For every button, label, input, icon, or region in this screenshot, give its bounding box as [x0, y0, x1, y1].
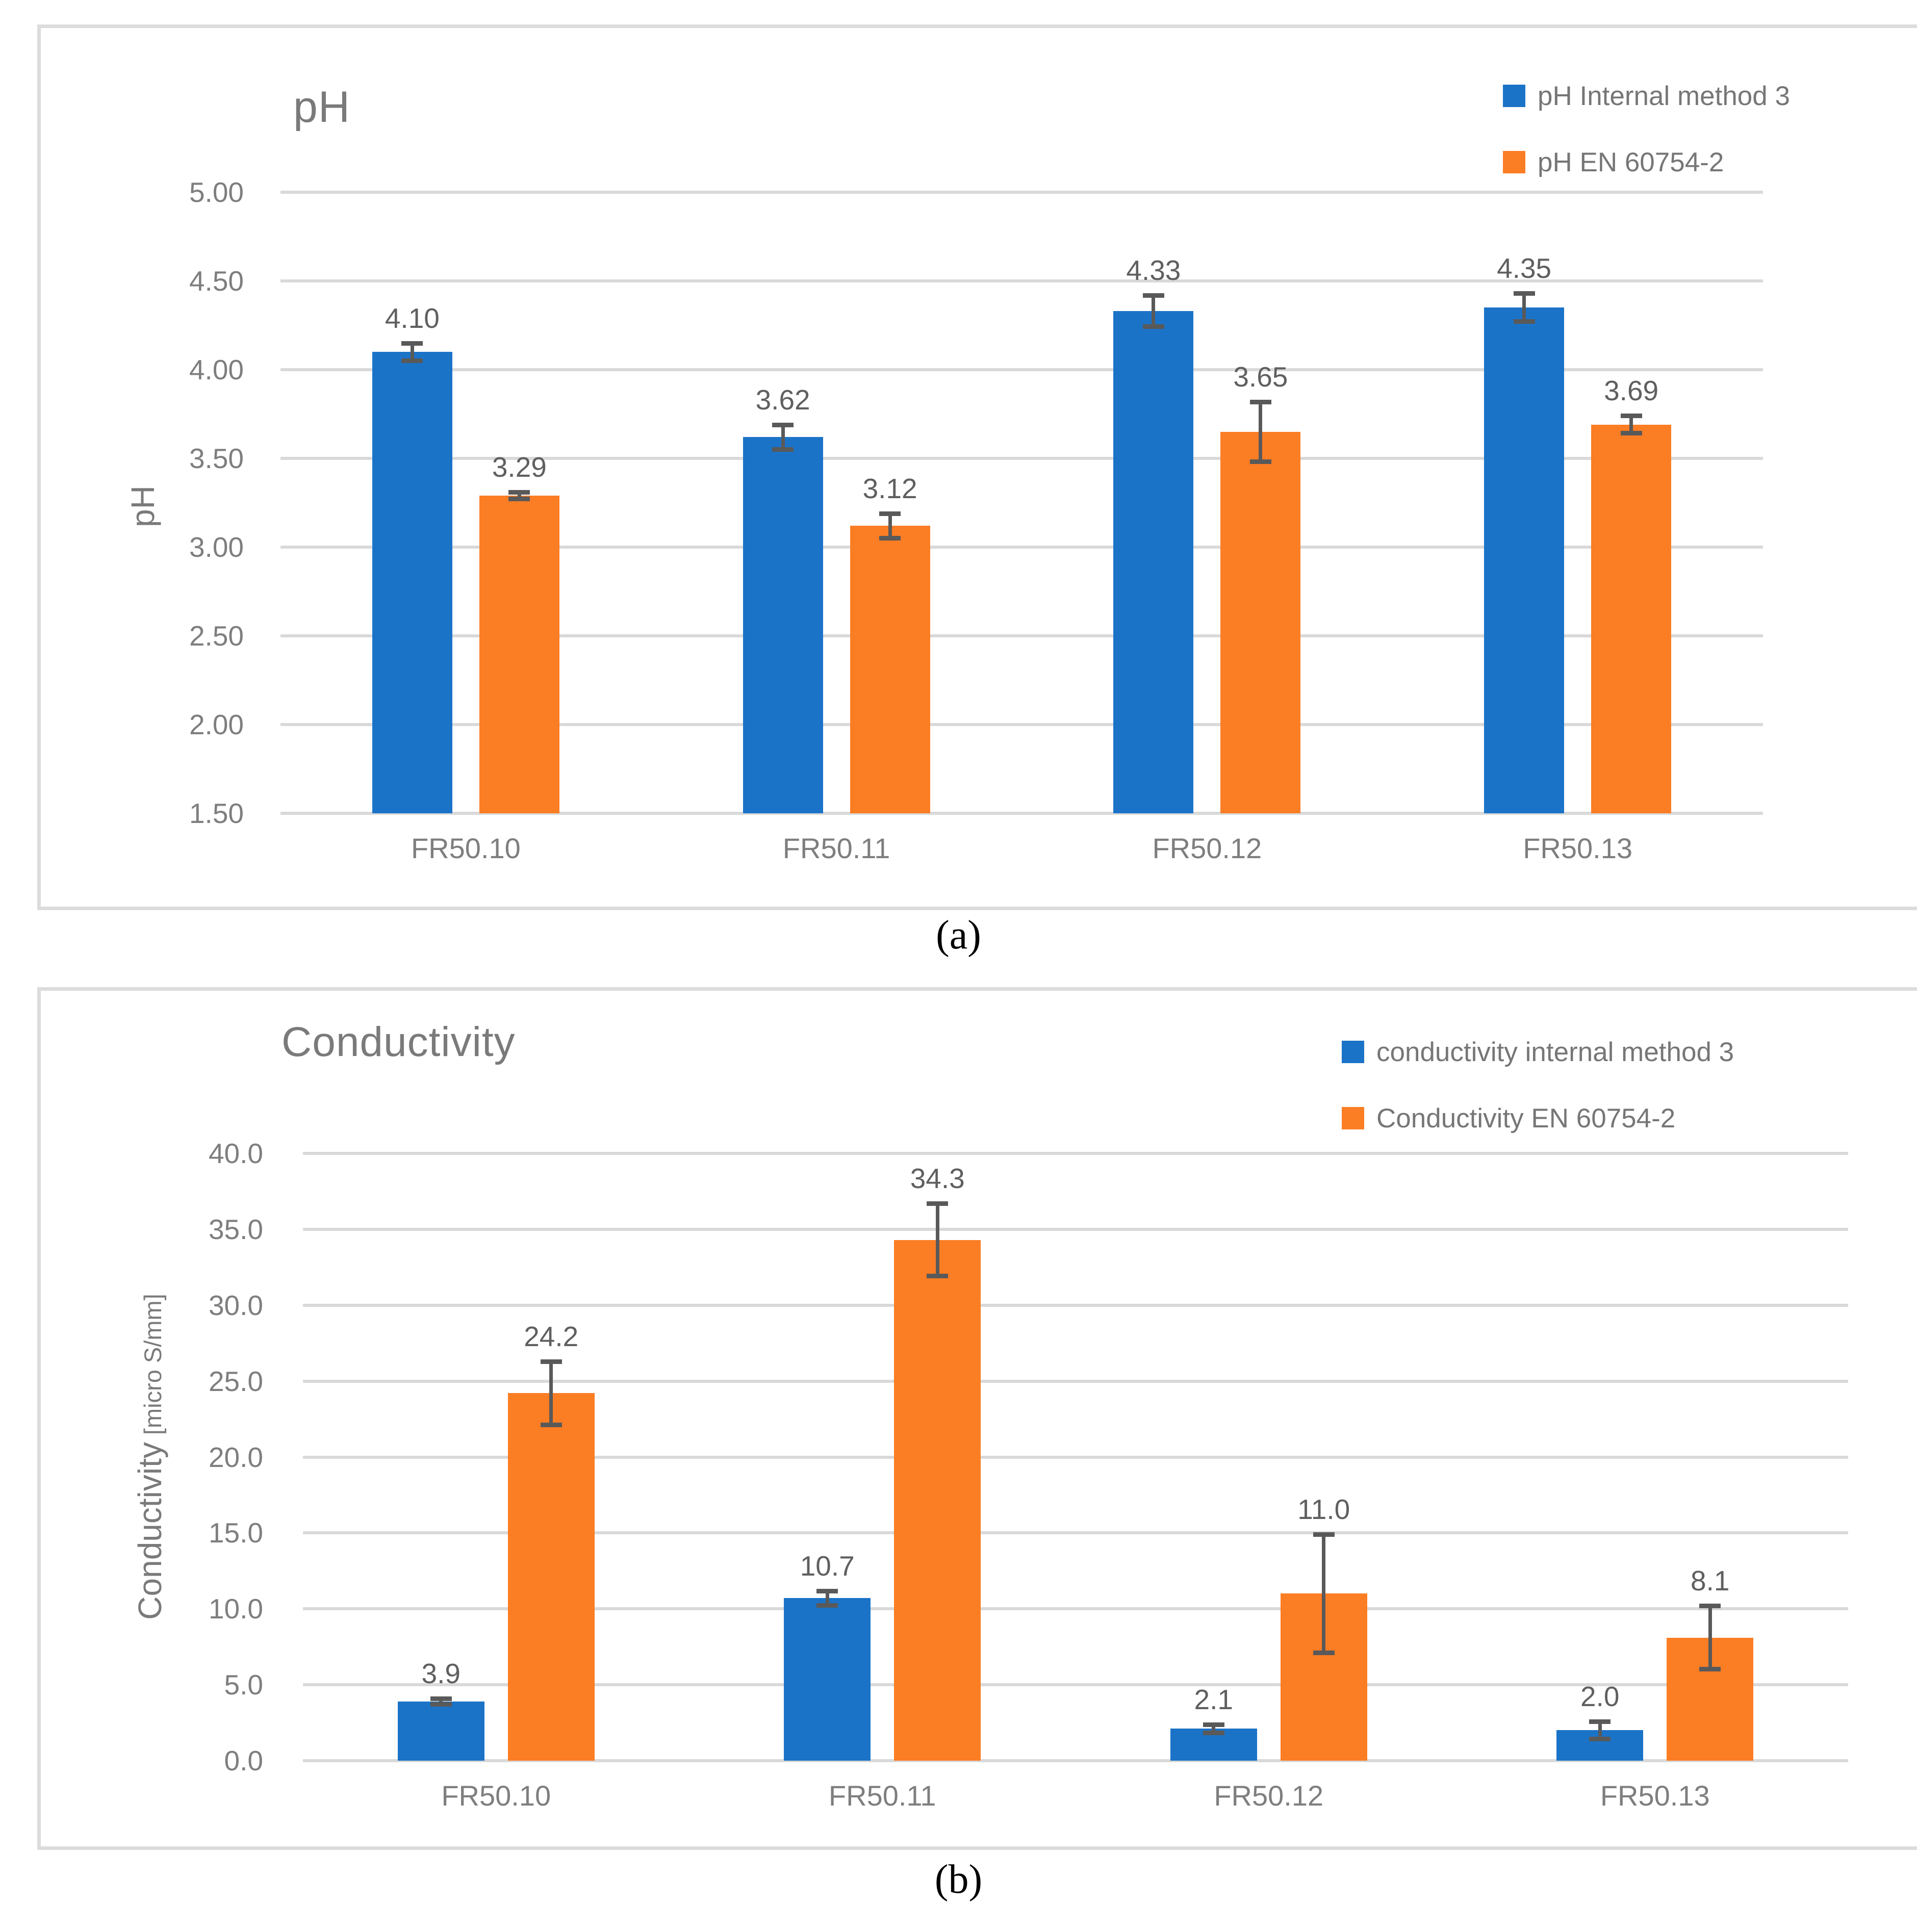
- x-category-label: FR50.10: [441, 1780, 551, 1812]
- error-bar-cap-bottom: [430, 1702, 452, 1707]
- y-tick-label: 2.00: [189, 709, 244, 740]
- error-bar-cap-bottom: [1143, 324, 1164, 329]
- data-label: 4.10: [385, 302, 440, 334]
- error-bar-cap-top: [1143, 293, 1164, 298]
- conductivity-chart-title: Conductivity: [282, 1019, 516, 1065]
- error-bar-cap-top: [879, 511, 901, 516]
- caption-b: (b): [934, 1857, 983, 1902]
- gridline: [303, 1304, 1848, 1307]
- data-label: 2.0: [1580, 1680, 1620, 1712]
- gridline: [280, 191, 1763, 194]
- error-bar-line: [1322, 1534, 1325, 1653]
- x-category-label: FR50.11: [782, 832, 890, 864]
- data-label: 3.62: [755, 383, 810, 416]
- error-bar-cap-bottom: [1313, 1651, 1335, 1655]
- error-bar-cap-bottom: [1699, 1667, 1721, 1671]
- error-bar-cap-bottom: [927, 1274, 948, 1278]
- legend-item: [1342, 1100, 1675, 1136]
- error-bar-cap-top: [401, 341, 423, 346]
- error-bar-cap-top: [1250, 400, 1271, 404]
- data-label: 11.0: [1297, 1493, 1350, 1526]
- error-bar-line: [888, 513, 892, 538]
- error-bar-cap-top: [541, 1359, 562, 1364]
- error-bar-cap-bottom: [879, 536, 901, 540]
- conductivity-y-axis-title-text: Conductivity: [132, 1442, 168, 1620]
- bar: [508, 1393, 595, 1761]
- error-bar-line: [1522, 293, 1526, 322]
- data-label: 3.12: [862, 472, 917, 504]
- y-tick-label: 30.0: [208, 1289, 263, 1321]
- legend-item: [1342, 1034, 1734, 1070]
- x-category-label: FR50.11: [828, 1780, 936, 1812]
- bar: [398, 1702, 484, 1761]
- legend-label: pH EN 60754-2: [1538, 147, 1724, 177]
- x-category-label: FR50.12: [1152, 832, 1262, 864]
- error-bar-line: [1259, 402, 1262, 462]
- data-label: 34.3: [910, 1163, 965, 1195]
- legend-marker-swatch: [1342, 1107, 1364, 1129]
- error-bar-cap-top: [1621, 414, 1642, 418]
- data-label: 3.65: [1233, 360, 1288, 393]
- error-bar-line: [936, 1203, 939, 1276]
- error-bar-cap-top: [1514, 291, 1535, 296]
- ph-chart-panel: [37, 24, 1917, 910]
- y-tick-label: 5.0: [224, 1669, 263, 1701]
- error-bar-cap-top: [1313, 1532, 1335, 1537]
- legend-label: Conductivity EN 60754-2: [1376, 1103, 1676, 1134]
- legend-item: [1503, 78, 1790, 114]
- legend-marker-swatch: [1503, 151, 1525, 173]
- error-bar-cap-bottom: [541, 1423, 562, 1427]
- error-bar-line: [1152, 295, 1155, 327]
- data-label: 2.1: [1194, 1683, 1233, 1715]
- error-bar-cap-bottom: [816, 1603, 838, 1608]
- error-bar-cap-top: [927, 1201, 948, 1206]
- conductivity-chart-panel: [37, 987, 1917, 1850]
- y-tick-label: 4.50: [189, 265, 244, 297]
- gridline: [303, 1152, 1848, 1155]
- legend-item: [1503, 144, 1724, 180]
- error-bar-cap-top: [1589, 1719, 1611, 1724]
- ph-chart-title: pH: [293, 83, 350, 132]
- error-bar-cap-top: [1203, 1722, 1224, 1727]
- bar: [1591, 425, 1671, 813]
- y-tick-label: 5.00: [189, 176, 244, 208]
- error-bar-line: [781, 425, 785, 450]
- data-label: 24.2: [524, 1320, 579, 1352]
- y-tick-label: 15.0: [208, 1517, 263, 1549]
- error-bar-cap-bottom: [1589, 1737, 1611, 1741]
- gridline: [303, 1380, 1848, 1383]
- legend-label: pH Internal method 3: [1538, 81, 1790, 111]
- y-tick-label: 25.0: [208, 1365, 263, 1397]
- error-bar-cap-top: [430, 1696, 452, 1701]
- y-tick-label: 0.0: [224, 1745, 263, 1776]
- y-tick-label: 4.00: [189, 354, 244, 385]
- legend-marker-swatch: [1342, 1041, 1364, 1063]
- ph-y-axis-title: [124, 478, 162, 527]
- error-bar-cap-top: [772, 423, 794, 427]
- error-bar-line: [549, 1361, 553, 1425]
- bar: [372, 352, 452, 813]
- x-category-label: FR50.13: [1523, 832, 1633, 864]
- error-bar-cap-bottom: [1514, 319, 1535, 324]
- data-label: 3.9: [421, 1657, 461, 1689]
- error-bar-line: [1708, 1606, 1712, 1669]
- y-tick-label: 10.0: [208, 1593, 263, 1625]
- legend-marker-swatch: [1503, 85, 1525, 107]
- error-bar-cap-bottom: [508, 497, 530, 501]
- caption-a: (a): [936, 913, 981, 958]
- bar: [850, 526, 930, 813]
- error-bar-cap-bottom: [401, 358, 423, 363]
- data-label: 10.7: [800, 1550, 855, 1582]
- error-bar-cap-top: [508, 490, 530, 495]
- bar: [479, 496, 559, 813]
- gridline: [303, 1228, 1848, 1231]
- error-bar-cap-top: [816, 1589, 838, 1593]
- y-tick-label: 3.00: [189, 531, 244, 563]
- conductivity-y-axis-unit: [micro S/mm]: [139, 1294, 166, 1435]
- x-category-label: FR50.10: [411, 832, 521, 864]
- y-tick-label: 40.0: [208, 1138, 263, 1169]
- bar: [784, 1598, 871, 1761]
- y-tick-label: 2.50: [189, 620, 244, 652]
- error-bar-cap-bottom: [772, 447, 794, 452]
- data-label: 4.33: [1126, 254, 1181, 286]
- bar: [1220, 432, 1300, 813]
- error-bar-cap-top: [1699, 1604, 1721, 1608]
- error-bar-cap-bottom: [1621, 431, 1642, 435]
- data-label: 4.35: [1497, 252, 1552, 285]
- y-tick-label: 1.50: [189, 797, 244, 829]
- ph-y-axis-title-text: pH: [124, 485, 161, 527]
- x-category-label: FR50.12: [1214, 1780, 1324, 1812]
- y-tick-label: 3.50: [189, 443, 244, 474]
- data-label: 8.1: [1691, 1565, 1730, 1597]
- data-label: 3.29: [492, 451, 547, 483]
- bar: [894, 1240, 981, 1761]
- error-bar-cap-bottom: [1203, 1731, 1224, 1735]
- x-category-label: FR50.13: [1600, 1780, 1710, 1812]
- data-label: 3.69: [1604, 375, 1659, 407]
- y-tick-label: 20.0: [208, 1441, 263, 1473]
- y-tick-label: 35.0: [208, 1213, 263, 1245]
- legend-label: conductivity internal method 3: [1376, 1037, 1734, 1067]
- error-bar-cap-bottom: [1250, 459, 1271, 464]
